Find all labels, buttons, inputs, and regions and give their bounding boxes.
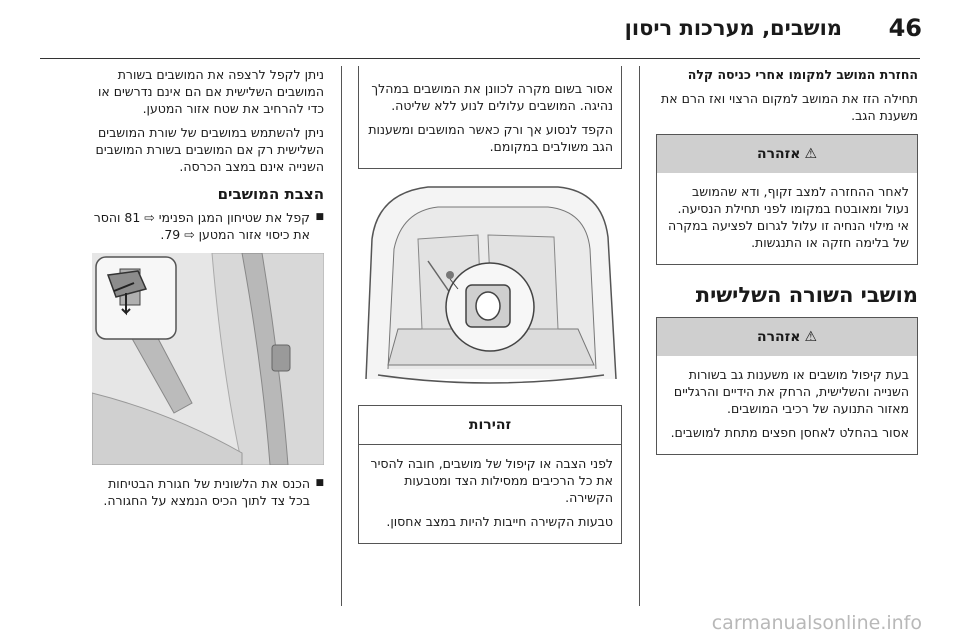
caution-label: זהירות bbox=[468, 417, 512, 433]
column-middle bbox=[358, 66, 622, 544]
continuation-text-1: אסור בשום מקרה לכוונן את המושבים במהלך נהיגה. המושבים עלולים לנוע ללא שליטה. bbox=[371, 81, 613, 113]
site-watermark: carmanualsonline.info bbox=[711, 612, 922, 634]
return-seat-heading: החזרת המושב למקומו אחרי כניסה קלה bbox=[687, 67, 918, 82]
caution-body bbox=[359, 445, 621, 543]
page-number: 46 bbox=[888, 14, 922, 42]
caution-header bbox=[359, 406, 621, 445]
instruction-bullet-2: ■ הכנס את הלשונית של חגורת הבטיחות בכל צד לתוך הכיס הנמצא על החגורה. bbox=[92, 475, 324, 509]
column-left bbox=[92, 66, 324, 516]
warning-continuation-box bbox=[358, 66, 622, 169]
warning-box-2 bbox=[656, 317, 918, 455]
warning-header-2 bbox=[657, 318, 917, 356]
continuation-text-2: הקפד לנסוע אך ורק כאשר המושבים ומשענות הגב משולבים במקומם. bbox=[368, 122, 613, 154]
fold-seats-text: ניתן לקפל לרצפה את המושבים בשורת המושבים השלישית אם הם אינם נדרשים או כדי להרחיב את שטח אזור המטען. bbox=[97, 67, 324, 116]
warning-triangle-icon: ⚠ bbox=[804, 146, 818, 162]
warning-triangle-icon: ⚠ bbox=[804, 329, 818, 345]
setting-seats-heading: הצבת המושבים bbox=[217, 185, 324, 203]
page-header bbox=[0, 0, 960, 60]
warning-text-1: לאחר ההחזרה למצב זקוף, ודא שהמושב נעול ומאובטח במקומו לפני תחילת הנסיעה. אי מילוי הנחיה זו עלול לגרום לפציעה במקרה של בלימה חזקה או התנגשות. bbox=[668, 184, 909, 250]
caution-text-2: טבעות הקשירה חייבות להיות במצב אחסון. bbox=[386, 514, 613, 529]
return-seat-text: תחילה הזז את המושב למקום הרצוי ואז הרם את משענת הגב. bbox=[661, 91, 918, 123]
warning-label-2: אזהרה bbox=[756, 329, 801, 345]
column-divider-right bbox=[639, 66, 640, 606]
warning-label-1: אזהרה bbox=[756, 146, 801, 162]
header-rule bbox=[40, 58, 920, 59]
cargo-area-illustration bbox=[358, 179, 622, 395]
caution-text-1: לפני הצבה או קיפול של מושבים, חובה להסיר את כל הרכיבים ממסילות הצד ומטבעות הקשירה. bbox=[370, 456, 613, 505]
column-divider-left bbox=[341, 66, 342, 606]
warning-body-2 bbox=[657, 356, 917, 454]
usage-condition-text: ניתן להשתמש במושבים של שורת המושבים השלישית רק אם המושבים בשורת המושבים השנייה אינם במצב הכרסה. bbox=[95, 125, 324, 174]
instruction-bullet-1: ■ קפל את שטיחון המגן הפנימי ⇨ 81 והסר את כיסוי אזור המטען ⇨ 79. bbox=[92, 209, 324, 243]
seat-belt-illustration bbox=[92, 253, 324, 465]
column-right bbox=[656, 66, 918, 455]
warning-text-2a: בעת קיפול מושבים או משענות גב בשורות השנייה והשלישית, הרחק את הידיים והרגליים מאזור התנועה של רכיבי המושבים. bbox=[673, 367, 909, 416]
warning-text-2b: אסור בהחלט לאחסן חפצים מתחת למושבים. bbox=[670, 425, 909, 440]
warning-header-1 bbox=[657, 135, 917, 173]
third-row-heading: מושבי השורה השלישית bbox=[695, 283, 918, 307]
caution-box bbox=[358, 405, 622, 544]
warning-box-1 bbox=[656, 134, 918, 265]
warning-continuation-body bbox=[359, 66, 621, 168]
page-title: מושבים, מערכות ריסון bbox=[624, 16, 842, 40]
warning-body-1 bbox=[657, 173, 917, 264]
